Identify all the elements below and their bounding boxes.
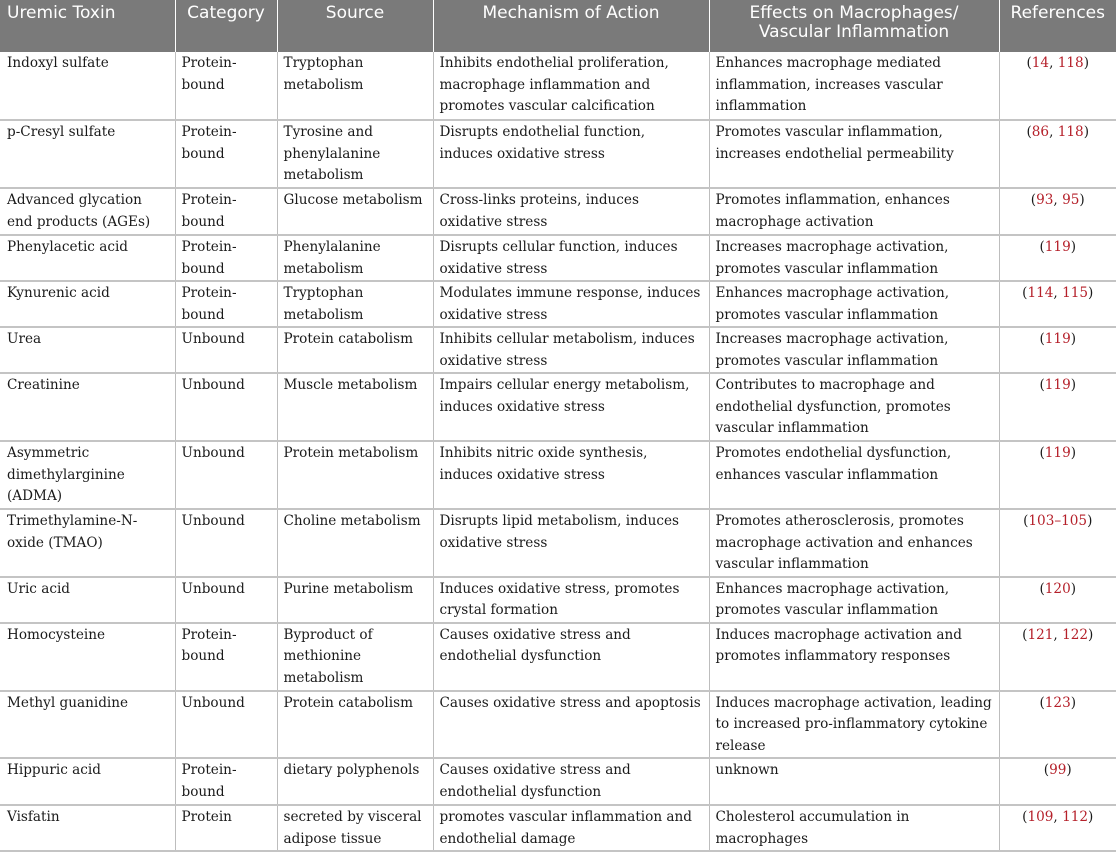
reference-punctuation: ,	[1053, 626, 1063, 643]
cell-references	[999, 120, 1116, 188]
reference-punctuation: ,	[1049, 124, 1058, 140]
cell-uremic-toxin: Urea	[0, 327, 175, 373]
cell-category: Protein-bound	[175, 623, 277, 691]
cell-source: Protein metabolism	[277, 441, 433, 509]
table-row	[0, 327, 1116, 373]
reference-punctuation: (	[1043, 762, 1050, 778]
header-category: Category	[175, 0, 277, 52]
reference-punctuation: )	[1066, 762, 1072, 778]
cell-uremic-toxin: Indoxyl sulfate	[0, 52, 175, 120]
reference-punctuation: (	[1026, 124, 1032, 140]
cell-references	[999, 188, 1116, 235]
reference-punctuation: (	[1022, 809, 1028, 825]
cell-category: Unbound	[175, 691, 277, 759]
cell-mechanism: promotes vascular inflammation and endothelial damage	[433, 805, 709, 851]
cell-mechanism: Induces oxidative stress, promotes crystal formation	[433, 577, 709, 623]
cell-effects: Enhances macrophage activation, promotes vascular inflammation	[709, 281, 999, 327]
reference-link[interactable]: 14	[1031, 55, 1050, 71]
reference-punctuation: )	[1087, 513, 1093, 529]
cell-uremic-toxin: Advanced glycation end products (AGEs)	[0, 188, 175, 235]
cell-mechanism: Cross-links proteins, induces oxidative stress	[433, 188, 709, 235]
cell-category: Protein-bound	[175, 52, 277, 120]
cell-effects: Increases macrophage activation, promotes vascular inflammation	[709, 235, 999, 281]
header-effects: Effects on Macrophages/ Vascular Inflammation	[709, 0, 999, 52]
cell-source: Choline metabolism	[277, 509, 433, 577]
table-row	[0, 758, 1116, 805]
reference-link[interactable]: 119	[1044, 377, 1071, 393]
cell-effects: Induces macrophage activation, leading to increased pro-inflammatory cytokine release	[709, 691, 999, 759]
cell-source: Purine metabolism	[277, 577, 433, 623]
cell-source: Muscle metabolism	[277, 373, 433, 441]
reference-punctuation: ,	[1053, 809, 1063, 825]
cell-effects: Increases macrophage activation, promotes vascular inflammation	[709, 327, 999, 373]
header-references: References	[999, 0, 1116, 52]
cell-uremic-toxin: Asymmetric dimethylarginine (ADMA)	[0, 441, 175, 509]
reference-link[interactable]: 114	[1027, 285, 1054, 301]
table-row	[0, 691, 1116, 759]
cell-mechanism: Causes oxidative stress and endothelial dysfunction	[433, 758, 709, 805]
cell-references	[999, 327, 1116, 373]
table-row	[0, 188, 1116, 235]
cell-uremic-toxin: Homocysteine	[0, 623, 175, 691]
table-row	[0, 623, 1116, 691]
table-row	[0, 373, 1116, 441]
cell-uremic-toxin: Hippuric acid	[0, 758, 175, 805]
cell-source: Tryptophan metabolism	[277, 281, 433, 327]
cell-effects: Cholesterol accumulation in macrophages	[709, 805, 999, 851]
reference-link[interactable]: 109	[1027, 809, 1054, 825]
cell-effects: Enhances macrophage activation, promotes vascular inflammation	[709, 577, 999, 623]
cell-mechanism: Disrupts cellular function, induces oxidative stress	[433, 235, 709, 281]
reference-punctuation: )	[1070, 239, 1077, 255]
header-uremic-toxin: Uremic Toxin	[0, 0, 175, 52]
cell-mechanism: Inhibits nitric oxide synthesis, induces oxidative stress	[433, 441, 709, 509]
reference-punctuation: )	[1088, 285, 1094, 301]
reference-link[interactable]: 103–105	[1028, 513, 1088, 529]
cell-category: Protein-bound	[175, 188, 277, 235]
cell-source: Glucose metabolism	[277, 188, 433, 235]
reference-link[interactable]: 99	[1049, 762, 1067, 778]
cell-mechanism: Disrupts lipid metabolism, induces oxidative stress	[433, 509, 709, 577]
cell-source: Tyrosine and phenylalanine metabolism	[277, 120, 433, 188]
reference-punctuation: )	[1070, 445, 1077, 461]
reference-punctuation: )	[1083, 124, 1090, 140]
cell-category: Protein	[175, 805, 277, 851]
cell-references	[999, 691, 1116, 759]
cell-references	[999, 509, 1116, 577]
cell-source: Protein catabolism	[277, 327, 433, 373]
cell-references	[999, 52, 1116, 120]
cell-effects: Enhances macrophage mediated inflammation, increases vascular inflammation	[709, 52, 999, 120]
reference-link[interactable]: 123	[1044, 694, 1071, 711]
header-row	[0, 0, 1116, 52]
cell-source: Phenylalanine metabolism	[277, 235, 433, 281]
cell-references	[999, 373, 1116, 441]
cell-category: Unbound	[175, 373, 277, 441]
reference-punctuation: (	[1022, 626, 1028, 643]
cell-effects: Contributes to macrophage and endothelial dysfunction, promotes vascular inflammation	[709, 373, 999, 441]
table-row	[0, 281, 1116, 327]
reference-punctuation: (	[1039, 445, 1045, 461]
reference-link[interactable]: 120	[1044, 580, 1071, 597]
reference-punctuation: )	[1083, 55, 1090, 71]
reference-link[interactable]: 119	[1044, 445, 1071, 461]
reference-link[interactable]: 86	[1031, 124, 1050, 140]
cell-references	[999, 235, 1116, 281]
cell-uremic-toxin: p-Cresyl sulfate	[0, 120, 175, 188]
table-row	[0, 441, 1116, 509]
cell-mechanism: Causes oxidative stress and apoptosis	[433, 691, 709, 759]
reference-punctuation: (	[1026, 55, 1032, 71]
reference-link[interactable]: 115	[1062, 285, 1089, 301]
reference-punctuation: )	[1088, 626, 1094, 643]
reference-punctuation: )	[1088, 809, 1094, 825]
cell-mechanism: Inhibits endothelial proliferation, macrophage inflammation and promotes vascular calcification	[433, 52, 709, 120]
cell-effects: Promotes endothelial dysfunction, enhances vascular inflammation	[709, 441, 999, 509]
reference-punctuation: (	[1030, 192, 1037, 208]
cell-references	[999, 758, 1116, 805]
reference-link[interactable]: 93	[1036, 192, 1054, 208]
cell-category: Unbound	[175, 441, 277, 509]
cell-uremic-toxin: Creatinine	[0, 373, 175, 441]
reference-link[interactable]: 112	[1062, 809, 1089, 825]
cell-mechanism: Modulates immune response, induces oxidative stress	[433, 281, 709, 327]
reference-punctuation: ,	[1053, 192, 1063, 208]
reference-link[interactable]: 122	[1062, 626, 1089, 643]
cell-category: Unbound	[175, 577, 277, 623]
cell-mechanism: Inhibits cellular metabolism, induces oxidative stress	[433, 327, 709, 373]
cell-mechanism: Causes oxidative stress and endothelial dysfunction	[433, 623, 709, 691]
reference-punctuation: ,	[1049, 55, 1058, 71]
cell-category: Protein-bound	[175, 235, 277, 281]
cell-category: Protein-bound	[175, 758, 277, 805]
reference-punctuation: (	[1039, 580, 1045, 597]
table-body	[0, 52, 1116, 851]
table-row	[0, 509, 1116, 577]
table-header	[0, 0, 1116, 52]
reference-punctuation: ,	[1053, 285, 1063, 301]
table-row	[0, 577, 1116, 623]
table-row	[0, 52, 1116, 120]
reference-punctuation: (	[1022, 285, 1028, 301]
table-row	[0, 120, 1116, 188]
reference-link[interactable]: 118	[1057, 55, 1084, 71]
header-mechanism: Mechanism of Action	[433, 0, 709, 52]
table-row	[0, 805, 1116, 851]
cell-references	[999, 281, 1116, 327]
cell-references	[999, 441, 1116, 509]
reference-punctuation: (	[1023, 513, 1029, 529]
reference-punctuation: (	[1039, 694, 1045, 711]
cell-category: Unbound	[175, 509, 277, 577]
cell-effects: Promotes vascular inflammation, increases endothelial permeability	[709, 120, 999, 188]
cell-mechanism: Disrupts endothelial function, induces oxidative stress	[433, 120, 709, 188]
reference-punctuation: (	[1039, 331, 1045, 347]
reference-link[interactable]: 119	[1044, 239, 1071, 255]
cell-mechanism: Impairs cellular energy metabolism, induces oxidative stress	[433, 373, 709, 441]
cell-source: Protein catabolism	[277, 691, 433, 759]
cell-source: Byproduct of methionine metabolism	[277, 623, 433, 691]
reference-punctuation: )	[1079, 192, 1085, 208]
cell-source: dietary polyphenols	[277, 758, 433, 805]
cell-uremic-toxin: Methyl guanidine	[0, 691, 175, 759]
reference-link[interactable]: 121	[1027, 626, 1054, 643]
reference-link[interactable]: 118	[1057, 124, 1084, 140]
reference-punctuation: (	[1039, 377, 1045, 393]
cell-source: secreted by visceral adipose tissue	[277, 805, 433, 851]
header-source: Source	[277, 0, 433, 52]
cell-source: Tryptophan metabolism	[277, 52, 433, 120]
reference-link[interactable]: 95	[1062, 192, 1080, 208]
reference-punctuation: )	[1070, 331, 1077, 347]
reference-punctuation: )	[1070, 580, 1077, 597]
cell-uremic-toxin: Uric acid	[0, 577, 175, 623]
cell-effects: Promotes inflammation, enhances macrophage activation	[709, 188, 999, 235]
table-row	[0, 235, 1116, 281]
cell-references	[999, 577, 1116, 623]
reference-punctuation: (	[1039, 239, 1045, 255]
reference-punctuation: )	[1070, 377, 1077, 393]
cell-effects: Promotes atherosclerosis, promotes macrophage activation and enhances vascular inflammation	[709, 509, 999, 577]
cell-uremic-toxin: Visfatin	[0, 805, 175, 851]
cell-category: Protein-bound	[175, 281, 277, 327]
cell-category: Protein-bound	[175, 120, 277, 188]
cell-references	[999, 805, 1116, 851]
cell-category: Unbound	[175, 327, 277, 373]
cell-effects: Induces macrophage activation and promotes inflammatory responses	[709, 623, 999, 691]
reference-link[interactable]: 119	[1044, 331, 1071, 347]
reference-punctuation: )	[1070, 694, 1077, 711]
cell-uremic-toxin: Phenylacetic acid	[0, 235, 175, 281]
cell-effects: unknown	[709, 758, 999, 805]
cell-uremic-toxin: Trimethylamine-N-oxide (TMAO)	[0, 509, 175, 577]
cell-uremic-toxin: Kynurenic acid	[0, 281, 175, 327]
cell-references	[999, 623, 1116, 691]
